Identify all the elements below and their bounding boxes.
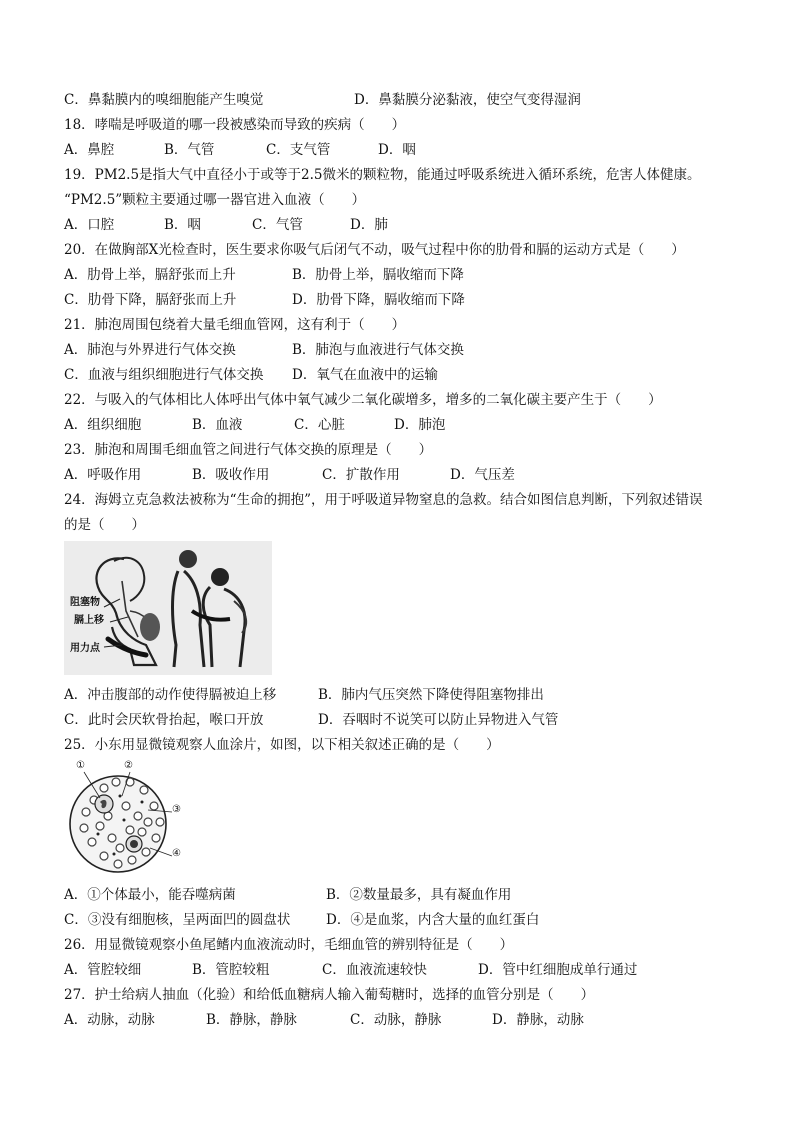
q24-stem-line1: 24．海姆立克急救法被称为“生命的拥抱”，用于呼吸道异物窒息的急救。结合如图信息判断，下列叙述错误 <box>64 492 703 508</box>
q23-stem: 23．肺泡和周围毛细血管之间进行气体交换的原理是（ ） <box>64 442 433 458</box>
q25-option-b: B．②数量最多，具有凝血作用 <box>326 887 512 903</box>
q18-option-b: B．气管 <box>164 142 215 158</box>
smear-label-3: ③ <box>172 804 181 815</box>
q25-stem: 25．小东用显微镜观察人血涂片，如图，以下相关叙述正确的是（ ） <box>64 737 500 753</box>
q27-option-a: A．动脉，动脉 <box>64 1012 155 1028</box>
q23-option-a: A．呼吸作用 <box>64 467 142 483</box>
q27-option-d: D．静脉，动脉 <box>492 1012 584 1028</box>
q18-option-d: D．咽 <box>378 142 416 158</box>
smear-label-4: ④ <box>172 848 181 859</box>
q22-option-c: C．心脏 <box>294 417 345 433</box>
q20-option-b: B．肋骨上举，膈收缩而下降 <box>292 267 464 283</box>
q18-option-c: C．支气管 <box>266 142 331 158</box>
q22-stem: 22．与吸入的气体相比人体呼出气体中氧气减少二氧化碳增多，增多的二氧化碳主要产生于（ ） <box>64 392 662 408</box>
q26-option-d: D．管中红细胞成单行通过 <box>478 962 638 978</box>
q17-option-c: C．鼻黏膜内的嗅细胞能产生嗅觉 <box>64 92 264 108</box>
q20-option-d: D．肋骨下降，膈收缩而下降 <box>292 292 465 308</box>
q19-stem-line1: 19．PM2.5是指大气中直径小于或等于2.5微米的颗粒物，能通过呼吸系统进入循环系统，危害人体健康。 <box>64 167 701 183</box>
q24-option-d: D．吞咽时不说笑可以防止异物进入气管 <box>318 712 559 728</box>
q20-option-c: C．肋骨下降，膈舒张而上升 <box>64 292 237 308</box>
q25-option-a: A．①个体最小，能吞噬病菌 <box>64 887 236 903</box>
q26-option-c: C．血液流速较快 <box>322 962 427 978</box>
q24-option-b: B．肺内气压突然下降使得阻塞物排出 <box>318 687 544 703</box>
fig-label-diaphragm: 膈上移 <box>74 615 104 626</box>
blood-smear-figure <box>64 760 188 878</box>
q24-option-c: C．此时会厌软骨抬起，喉口开放 <box>64 712 264 728</box>
q21-option-d: D．氧气在血液中的运输 <box>292 367 438 383</box>
q17-option-d: D．鼻黏膜分泌黏液，使空气变得湿润 <box>354 92 581 108</box>
q26-stem: 26．用显微镜观察小鱼尾鳍内血液流动时，毛细血管的辨别特征是（ ） <box>64 937 514 953</box>
q19-option-b: B．咽 <box>164 217 201 233</box>
q22-option-a: A．组织细胞 <box>64 417 142 433</box>
q19-option-a: A．口腔 <box>64 217 115 233</box>
q24-option-a: A．冲击腹部的动作使得膈被迫上移 <box>64 687 277 703</box>
q25-option-c: C．③没有细胞核，呈两面凹的圆盘状 <box>64 912 291 928</box>
q25-option-d: D．④是血浆，内含大量的血红蛋白 <box>326 912 540 928</box>
q20-option-a: A．肋骨上举，膈舒张而上升 <box>64 267 236 283</box>
q21-option-a: A．肺泡与外界进行气体交换 <box>64 342 236 358</box>
q21-stem: 21．肺泡周围包绕着大量毛细血管网，这有利于（ ） <box>64 317 406 333</box>
q18-stem: 18．哮喘是呼吸道的哪一段被感染而导致的疾病（ ） <box>64 117 406 133</box>
q23-option-d: D．气压差 <box>450 467 515 483</box>
smear-label-1: ① <box>76 760 85 771</box>
heimlich-illustration <box>64 541 272 675</box>
fig-label-obstruction: 阻塞物 <box>70 597 100 608</box>
q21-option-b: B．肺泡与血液进行气体交换 <box>292 342 464 358</box>
q23-option-c: C．扩散作用 <box>322 467 400 483</box>
q27-option-c: C．动脉，静脉 <box>350 1012 442 1028</box>
q18-option-a: A．鼻腔 <box>64 142 115 158</box>
blood-smear-illustration <box>64 760 188 878</box>
heimlich-figure <box>64 541 272 675</box>
q26-option-a: A．管腔较细 <box>64 962 142 978</box>
q19-option-d: D．肺 <box>350 217 388 233</box>
q26-option-b: B．管腔较粗 <box>192 962 270 978</box>
q22-option-d: D．肺泡 <box>394 417 446 433</box>
q20-stem: 20．在做胸部X光检查时，医生要求你吸气后闭气不动，吸气过程中你的肋骨和膈的运动方式是（ ） <box>64 242 685 258</box>
smear-label-2: ② <box>124 760 133 771</box>
q24-stem-line2: 的是（ ） <box>64 517 145 533</box>
fig-label-force-point: 用力点 <box>70 643 100 654</box>
q27-stem: 27．护士给病人抽血（化验）和给低血糖病人输入葡萄糖时，选择的血管分别是（ ） <box>64 987 595 1003</box>
q19-option-c: C．气管 <box>252 217 303 233</box>
q23-option-b: B．吸收作用 <box>192 467 270 483</box>
q21-option-c: C．血液与组织细胞进行气体交换 <box>64 367 264 383</box>
q19-stem-line2: “PM2.5”颗粒主要通过哪一器官进入血液（ ） <box>64 192 366 208</box>
q22-option-b: B．血液 <box>192 417 243 433</box>
q27-option-b: B．静脉，静脉 <box>206 1012 297 1028</box>
